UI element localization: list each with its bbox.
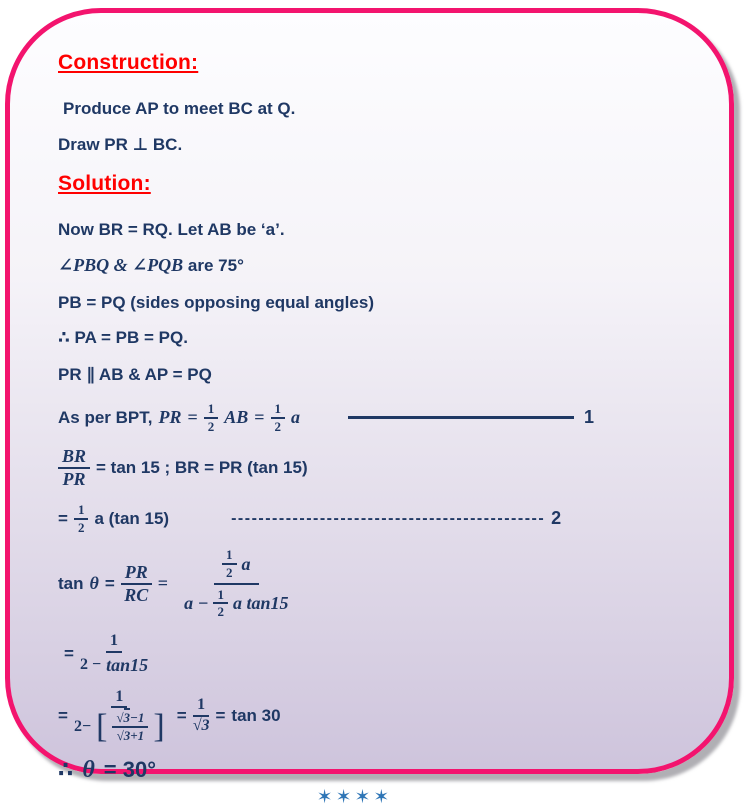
fraction-main-tan-theta [184,548,288,619]
var-pr: PR [158,407,182,428]
equals-sign: = [176,705,187,725]
radical-sign: √ [116,710,124,726]
construction-step-1: Produce AP to meet BC at Q. [63,99,296,118]
fraction-half: $\frac{1}{2}$ [213,588,228,619]
a-tan15: a tan15 [232,592,289,613]
fraction-half: $\frac{1}{2}$ [271,402,286,433]
angles-text: are 75° [187,256,244,275]
angles-math-expression: ∠PBQ & ∠PQB [58,255,184,275]
fraction-sqrt3-ratio: $\frac{√3-1}{√3+1}$ [112,711,148,742]
radical-sign: √ [116,728,124,744]
tan30-text: tan 30 [231,705,281,725]
solution-heading: Solution: [58,172,151,195]
end-stars: ✶✶✶✶ [316,786,393,808]
equals-sign: = [58,705,68,725]
solution-card [5,8,734,808]
theta-symbol: θ [89,573,99,594]
solution-line-pb: PB = PQ (sides opposing equal angles) [58,293,374,312]
equation-tan-theta [58,548,691,619]
equals-sign: = [104,573,115,593]
plus-one: +1 [130,728,145,744]
equals-sign: = [254,407,265,428]
fraction-2-minus-tan15: 1 2 − tan15 [79,631,149,675]
equation-bpt [58,402,691,433]
equation-one-over-2-minus-tan15 [58,633,691,675]
equation-surd-chain [58,689,691,743]
radical-sign: √ [192,716,202,734]
tan15-italic: tan15 [106,654,149,675]
left-bracket: [ [96,707,108,745]
tan15-equation-text: = tan 15 ; BR = PR (tan 15) [96,458,308,478]
half-a-tan15-text: a (tan 15) [94,508,170,528]
reference-rule-1 [348,416,574,419]
two-minus-tight: 2− [73,717,92,735]
bpt-prefix: As per BPT, [58,407,153,427]
minus-one: −1 [130,710,145,726]
fraction-half: $\frac{1}{2}$ [204,402,219,433]
final-answer [58,757,691,784]
solution-line-angles [58,255,691,276]
var-a: a [241,553,251,574]
theta-symbol: θ [82,756,95,783]
solution-line-now: Now BR = RQ. Let AB be ‘a’. [58,220,285,239]
two-minus: 2 − [79,655,102,673]
therefore-symbol: ∴ [58,757,74,783]
equation-br-pr [58,447,691,489]
equation-half-a-tan15 [58,503,691,534]
final-value: = 30° [103,757,157,783]
fraction-br-pr: $\frac{BR}{PR}$ [58,447,90,489]
fraction-pr-rc: $\frac{PR}{RC}$ [121,563,152,605]
solution-line-pa: ∴ PA = PB = PQ. [58,328,188,347]
reference-number-2: 2 [551,508,562,529]
fraction-one-over-sqrt3: $\frac{1}{√3}$ [192,695,210,734]
tan-word: tan [58,573,84,593]
equals-sign: = [58,508,68,528]
fraction-half: $\frac{1}{2}$ [74,503,89,534]
solution-line-pr: PR ∥ AB & AP = PQ [58,365,212,384]
construction-step-2: Draw PR ⊥ BC. [58,135,183,154]
right-bracket: ] [153,707,165,745]
equals-sign: = [187,407,198,428]
a-minus: a − [184,592,209,613]
reference-number-1: 1 [584,407,595,428]
reference-dashes-2: ---------------------------------------------- [231,509,546,527]
construction-heading: Construction: [58,51,199,74]
var-ab: AB [224,407,249,428]
var-a: a [291,407,301,428]
fraction-half: $\frac{1}{2}$ [222,548,237,579]
equals-sign: = [64,643,74,663]
equals-sign: = [157,573,169,594]
fraction-surd: 1 2− [ $\frac{√3-1}{√3+1}$ ] [73,687,165,745]
equals-sign: = [215,705,226,725]
